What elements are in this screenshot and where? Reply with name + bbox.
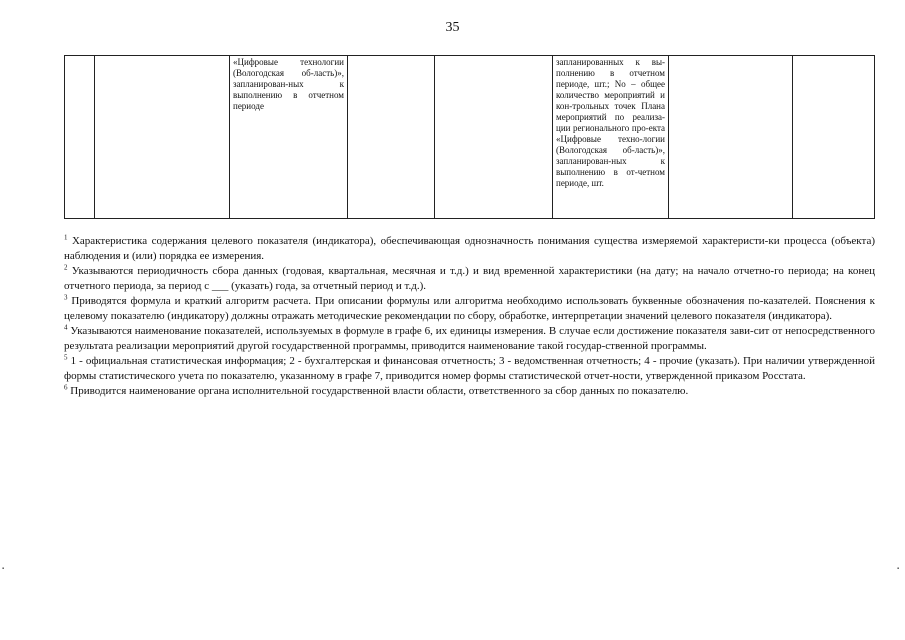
footnote-5 (64, 354, 875, 384)
footnote-marker: 4 (64, 323, 68, 332)
footnote-marker: 2 (64, 263, 68, 272)
table-row (65, 56, 875, 219)
footnote-1 (64, 234, 875, 264)
scan-mark-left: ▪ (2, 566, 5, 572)
footnote-text: Приводится наименование органа исполнительной государственной власти области, ответственного за сбор данных по показателю. (70, 385, 689, 397)
scan-mark-right: ▪ (897, 566, 900, 572)
footnotes (64, 234, 875, 399)
footnote-marker: 1 (64, 233, 68, 242)
footnote-text: Указываются периодичность сбора данных (годовая, квартальная, месячная и т.д.) и вид временной характеристики (на дату; на начало отчетно-го периода; на конец отчетного периода, за период с ___ (указать) года, за отчетный период и т.д.). (64, 265, 875, 292)
page-number: 35 (445, 20, 460, 35)
table-cell-formula: запланированных к вы-полнению в отчетном периоде, шт.; No – общее количество мероприятий и кон-трольных точек Плана мероприятий по реализа-ции регионального про-екта «Цифровые техно-логии (Вологодская об-ласть)», запланирован-ных к выполнению в от-четном периоде, шт. (553, 56, 669, 219)
footnote-marker: 5 (64, 353, 68, 362)
footnote-2 (64, 264, 875, 294)
footnote-text: Характеристика содержания целевого показателя (индикатора), обеспечивающая однозначность понимания существа измеряемой характеристи-ки процесса (объекта) наблюдения и (или) порядка ее измерения. (64, 235, 875, 262)
table-cell-name (95, 56, 230, 219)
table-cell-indicator-description: «Цифровые технологии (Вологодская об-ласть)», запланирован-ных к выполнению в отчетном периоде (230, 56, 348, 219)
footnote-text: 1 - официальная статистическая информация; 2 - бухгалтерская и финансовая отчетность; 3 - ведомственная отчетность; 4 - прочие (указать). При наличии утвержденной формы статистического учета по показателю, указанному в графе 7, приводится номер формы статистической отчет-ности, утвержденной приказом Росстата. (64, 355, 876, 382)
footnote-3 (64, 294, 875, 324)
table-cell-source (669, 56, 793, 219)
footnote-4 (64, 324, 875, 354)
footnote-text: Указываются наименование показателей, используемых в формуле в графе 6, их единицы измерения. В случае если достижение показателя зави-сит от непосредственного результата реализации мероприятий другой государственной программы, приводится наименование такой государ-ственной программы. (64, 325, 876, 352)
footnote-text: Приводятся формула и краткий алгоритм расчета. При описании формулы или алгоритма необходимо использовать буквенные обозначения по-казателей. Пояснения к целевому показателю (индикатору) должны отражать методические рекомендации по сбору, обработке, интерпретации значений целевого показателя (индикатора). (64, 295, 876, 322)
table-cell-number (65, 56, 95, 219)
table-cell-unit (435, 56, 553, 219)
footnote-marker: 3 (64, 293, 68, 302)
footnote-marker: 6 (64, 383, 68, 392)
table-cell-periodicity (348, 56, 435, 219)
footnote-6 (64, 384, 875, 399)
table-cell-responsible (793, 56, 875, 219)
indicator-table (64, 55, 875, 219)
